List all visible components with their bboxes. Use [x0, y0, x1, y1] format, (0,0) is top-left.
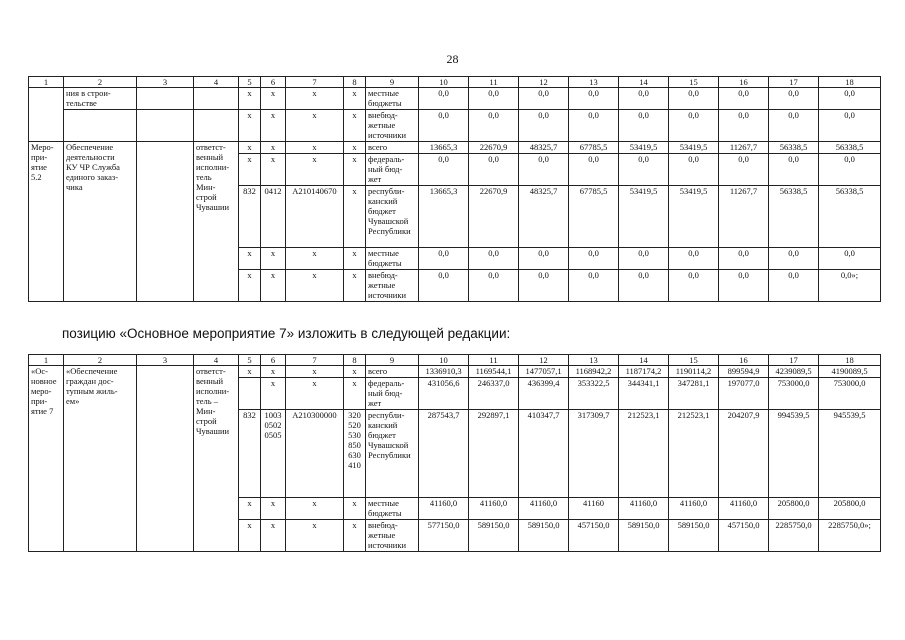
value-cell: 317309,7 — [569, 410, 619, 498]
funding-source: внебюд- жетные источники — [366, 110, 419, 142]
value-cell: 1169544,1 — [469, 366, 519, 378]
gr-code: x — [239, 366, 261, 378]
column-number-header: 6 — [261, 77, 286, 88]
value-cell: 0,0 — [619, 270, 669, 302]
vr-code: x — [344, 520, 366, 552]
column-number-header: 17 — [769, 355, 819, 366]
column-number-header: 2 — [64, 355, 137, 366]
value-cell: 0,0 — [569, 248, 619, 270]
funding-source: федераль- ный бюд- жет — [366, 154, 419, 186]
value-cell: 945539,5 — [819, 410, 881, 498]
column-number-header: 18 — [819, 77, 881, 88]
value-cell: 197077,0 — [719, 378, 769, 410]
rz-pr-code: x — [261, 154, 286, 186]
value-cell: 410347,7 — [519, 410, 569, 498]
value-cell: 0,0 — [619, 248, 669, 270]
value-cell: 53419,5 — [669, 186, 719, 248]
value-cell: 0,0 — [669, 270, 719, 302]
column-number-header: 3 — [137, 355, 194, 366]
value-cell: 589150,0 — [519, 520, 569, 552]
funding-source: внебюд- жетные источники — [366, 520, 419, 552]
rz-pr-code: x — [261, 270, 286, 302]
column-number-header: 9 — [366, 355, 419, 366]
value-cell: 56338,5 — [769, 142, 819, 154]
csr-code: x — [286, 110, 344, 142]
csr-code: x — [286, 366, 344, 378]
value-cell: 0,0 — [569, 88, 619, 110]
value-cell: 899594,9 — [719, 366, 769, 378]
value-cell: 0,0 — [519, 248, 569, 270]
value-cell: 353322,5 — [569, 378, 619, 410]
value-cell: 0,0 — [769, 110, 819, 142]
column-number-header: 7 — [286, 355, 344, 366]
value-cell: 11267,7 — [719, 186, 769, 248]
column-number-header: 7 — [286, 77, 344, 88]
measure-title-cell: Обеспечение деятельности КУ ЧР Служба единого заказ- чика — [64, 142, 137, 302]
value-cell: 41160 — [569, 498, 619, 520]
responsible-executor-cell: ответст- венный исполни- тель – Мин- строй Чувашии — [194, 366, 239, 552]
value-cell: 22670,9 — [469, 186, 519, 248]
column-number-header: 12 — [519, 355, 569, 366]
value-cell: 0,0 — [419, 110, 469, 142]
column-number-header: 11 — [469, 355, 519, 366]
gr-code: x — [239, 110, 261, 142]
empty-cell — [64, 110, 137, 142]
gr-code: x — [239, 154, 261, 186]
value-cell: 67785,5 — [569, 186, 619, 248]
vr-code: x — [344, 186, 366, 248]
vr-code: x — [344, 378, 366, 410]
value-cell: 56338,5 — [819, 142, 881, 154]
row-group-id — [29, 110, 64, 142]
value-cell: 0,0 — [819, 248, 881, 270]
rz-pr-code: x — [261, 378, 286, 410]
column-number-header: 17 — [769, 77, 819, 88]
value-cell: 994539,5 — [769, 410, 819, 498]
value-cell: 0,0 — [519, 88, 569, 110]
rz-pr-code: x — [261, 366, 286, 378]
column-number-header: 18 — [819, 355, 881, 366]
value-cell: 457150,0 — [569, 520, 619, 552]
vr-code: x — [344, 142, 366, 154]
value-cell: 0,0 — [419, 248, 469, 270]
value-cell: 589150,0 — [619, 520, 669, 552]
value-cell: 0,0 — [569, 270, 619, 302]
value-cell: 53419,5 — [669, 142, 719, 154]
column-number-header: 16 — [719, 77, 769, 88]
vr-code: x — [344, 110, 366, 142]
column-number-header: 10 — [419, 77, 469, 88]
value-cell: 347281,1 — [669, 378, 719, 410]
gr-code: 832 — [239, 410, 261, 498]
value-cell: 4190089,5 — [819, 366, 881, 378]
rz-pr-code: x — [261, 110, 286, 142]
csr-code: А210300000 — [286, 410, 344, 498]
csr-code: А210140670 — [286, 186, 344, 248]
gr-code: x — [239, 498, 261, 520]
value-cell: 4239089,5 — [769, 366, 819, 378]
amendment-caption: позицию «Основное мероприятие 7» изложить в следующей редакции: — [62, 326, 511, 341]
value-cell: 212523,1 — [619, 410, 669, 498]
value-cell: 577150,0 — [419, 520, 469, 552]
column-number-header: 14 — [619, 355, 669, 366]
table-row — [29, 142, 881, 154]
column-number-header: 11 — [469, 77, 519, 88]
value-cell: 589150,0 — [469, 520, 519, 552]
measure-id-cell: «Ос- новное меро- при- ятие 7 — [29, 366, 64, 552]
responsible-executor-cell: ответст- венный исполни- тель Мин- строй Чувашии — [194, 142, 239, 302]
column-number-header: 13 — [569, 77, 619, 88]
empty-cell — [137, 88, 194, 110]
rz-pr-code: x — [261, 498, 286, 520]
value-cell: 0,0 — [519, 270, 569, 302]
rz-pr-code: x — [261, 88, 286, 110]
value-cell: 56338,5 — [769, 186, 819, 248]
value-cell: 344341,1 — [619, 378, 669, 410]
value-cell: 0,0 — [469, 110, 519, 142]
empty-cell — [137, 142, 194, 302]
csr-code: x — [286, 88, 344, 110]
column-number-header: 4 — [194, 355, 239, 366]
funding-source: всего — [366, 366, 419, 378]
column-number-header: 4 — [194, 77, 239, 88]
column-number-header: 5 — [239, 77, 261, 88]
column-number-header: 6 — [261, 355, 286, 366]
value-cell: 204207,9 — [719, 410, 769, 498]
value-cell: 431056,6 — [419, 378, 469, 410]
value-cell: 205800,0 — [769, 498, 819, 520]
column-number-header: 12 — [519, 77, 569, 88]
value-cell: 0,0 — [669, 110, 719, 142]
csr-code: x — [286, 142, 344, 154]
funding-source: местные бюджеты — [366, 248, 419, 270]
value-cell: 56338,5 — [819, 186, 881, 248]
value-cell: 1187174,2 — [619, 366, 669, 378]
gr-code: x — [239, 248, 261, 270]
column-number-header: 16 — [719, 355, 769, 366]
value-cell: 0,0 — [519, 110, 569, 142]
row-group-title: ния в строи- тельстве — [64, 88, 137, 110]
row-group-id — [29, 88, 64, 110]
empty-cell — [137, 110, 194, 142]
column-number-header: 5 — [239, 355, 261, 366]
vr-code: 320 520 530 850 630 410 — [344, 410, 366, 498]
vr-code: x — [344, 270, 366, 302]
empty-cell — [194, 110, 239, 142]
value-cell: 0,0 — [619, 154, 669, 186]
gr-code: x — [239, 270, 261, 302]
value-cell: 13665,3 — [419, 142, 469, 154]
value-cell: 41160,0 — [419, 498, 469, 520]
value-cell: 13665,3 — [419, 186, 469, 248]
csr-code: x — [286, 248, 344, 270]
table-row — [29, 88, 881, 110]
value-cell: 0,0 — [419, 88, 469, 110]
value-cell: 457150,0 — [719, 520, 769, 552]
gr-code: x — [239, 88, 261, 110]
value-cell: 292897,1 — [469, 410, 519, 498]
csr-code: x — [286, 154, 344, 186]
column-number-header: 15 — [669, 355, 719, 366]
rz-pr-code: x — [261, 142, 286, 154]
value-cell: 753000,0 — [819, 378, 881, 410]
rz-pr-code: 1003 0502 0505 — [261, 410, 286, 498]
value-cell: 0,0 — [719, 110, 769, 142]
empty-cell — [194, 88, 239, 110]
column-number-header: 10 — [419, 355, 469, 366]
vr-code: x — [344, 248, 366, 270]
page-number: 28 — [446, 52, 459, 66]
value-cell: 1477057,1 — [519, 366, 569, 378]
value-cell: 0,0 — [769, 88, 819, 110]
column-number-header: 3 — [137, 77, 194, 88]
column-number-header: 8 — [344, 77, 366, 88]
gr-code: 832 — [239, 186, 261, 248]
funding-source: местные бюджеты — [366, 88, 419, 110]
value-cell: 0,0 — [469, 154, 519, 186]
empty-cell — [137, 366, 194, 552]
column-number-header: 9 — [366, 77, 419, 88]
value-cell: 41160,0 — [469, 498, 519, 520]
value-cell: 0,0 — [619, 110, 669, 142]
value-cell: 1190114,2 — [669, 366, 719, 378]
value-cell: 41160,0 — [619, 498, 669, 520]
vr-code: x — [344, 154, 366, 186]
value-cell: 0,0 — [519, 154, 569, 186]
value-cell: 287543,7 — [419, 410, 469, 498]
value-cell: 22670,9 — [469, 142, 519, 154]
value-cell: 0,0 — [719, 88, 769, 110]
value-cell: 0,0 — [719, 248, 769, 270]
value-cell: 41160,0 — [669, 498, 719, 520]
value-cell: 246337,0 — [469, 378, 519, 410]
column-number-header: 2 — [64, 77, 137, 88]
value-cell: 436399,4 — [519, 378, 569, 410]
gr-code: x — [239, 142, 261, 154]
value-cell: 1336910,3 — [419, 366, 469, 378]
gr-code — [239, 378, 261, 410]
value-cell: 0,0 — [719, 270, 769, 302]
value-cell: 0,0 — [469, 270, 519, 302]
table-row — [29, 110, 881, 142]
budget-table-main-measure-7 — [28, 354, 881, 552]
funding-source: всего — [366, 142, 419, 154]
column-number-header: 15 — [669, 77, 719, 88]
value-cell: 0,0 — [669, 154, 719, 186]
value-cell: 0,0 — [819, 88, 881, 110]
value-cell: 0,0 — [769, 270, 819, 302]
value-cell: 2285750,0 — [769, 520, 819, 552]
column-number-row — [29, 77, 881, 88]
gr-code: x — [239, 520, 261, 552]
value-cell: 48325,7 — [519, 186, 569, 248]
vr-code: x — [344, 88, 366, 110]
value-cell: 41160,0 — [719, 498, 769, 520]
value-cell: 1168942,2 — [569, 366, 619, 378]
csr-code: x — [286, 270, 344, 302]
value-cell: 53419,5 — [619, 142, 669, 154]
value-cell: 67785,5 — [569, 142, 619, 154]
vr-code: x — [344, 498, 366, 520]
value-cell: 41160,0 — [519, 498, 569, 520]
funding-source: внебюд- жетные источники — [366, 270, 419, 302]
funding-source: федераль- ный бюд- жет — [366, 378, 419, 410]
value-cell: 0,0 — [469, 88, 519, 110]
funding-source: республи- канский бюджет Чувашской Республики — [366, 410, 419, 498]
value-cell: 753000,0 — [769, 378, 819, 410]
value-cell: 0,0»; — [819, 270, 881, 302]
value-cell: 0,0 — [569, 110, 619, 142]
column-number-header: 1 — [29, 77, 64, 88]
value-cell: 48325,7 — [519, 142, 569, 154]
value-cell: 53419,5 — [619, 186, 669, 248]
table-row — [29, 366, 881, 378]
rz-pr-code: x — [261, 520, 286, 552]
column-number-header: 8 — [344, 355, 366, 366]
value-cell: 0,0 — [769, 154, 819, 186]
value-cell: 212523,1 — [669, 410, 719, 498]
value-cell: 0,0 — [669, 248, 719, 270]
column-number-header: 14 — [619, 77, 669, 88]
budget-table-measure-5-2 — [28, 76, 881, 302]
column-number-header: 13 — [569, 355, 619, 366]
value-cell: 2285750,0»; — [819, 520, 881, 552]
funding-source: местные бюджеты — [366, 498, 419, 520]
value-cell: 0,0 — [669, 88, 719, 110]
value-cell: 0,0 — [819, 110, 881, 142]
value-cell: 0,0 — [569, 154, 619, 186]
measure-id-cell: Меро- при- ятие 5.2 — [29, 142, 64, 302]
value-cell: 11267,7 — [719, 142, 769, 154]
value-cell: 0,0 — [469, 248, 519, 270]
value-cell: 0,0 — [619, 88, 669, 110]
vr-code: x — [344, 366, 366, 378]
csr-code: x — [286, 378, 344, 410]
value-cell: 0,0 — [419, 154, 469, 186]
value-cell: 0,0 — [769, 248, 819, 270]
value-cell: 0,0 — [719, 154, 769, 186]
csr-code: x — [286, 520, 344, 552]
rz-pr-code: x — [261, 248, 286, 270]
funding-source: республи- канский бюджет Чувашской Республики — [366, 186, 419, 248]
value-cell: 205800,0 — [819, 498, 881, 520]
rz-pr-code: 0412 — [261, 186, 286, 248]
value-cell: 0,0 — [819, 154, 881, 186]
measure-title-cell: «Обеспечение граждан дос- тупным жиль- ем» — [64, 366, 137, 552]
column-number-row — [29, 355, 881, 366]
csr-code: x — [286, 498, 344, 520]
value-cell: 589150,0 — [669, 520, 719, 552]
value-cell: 0,0 — [419, 270, 469, 302]
column-number-header: 1 — [29, 355, 64, 366]
